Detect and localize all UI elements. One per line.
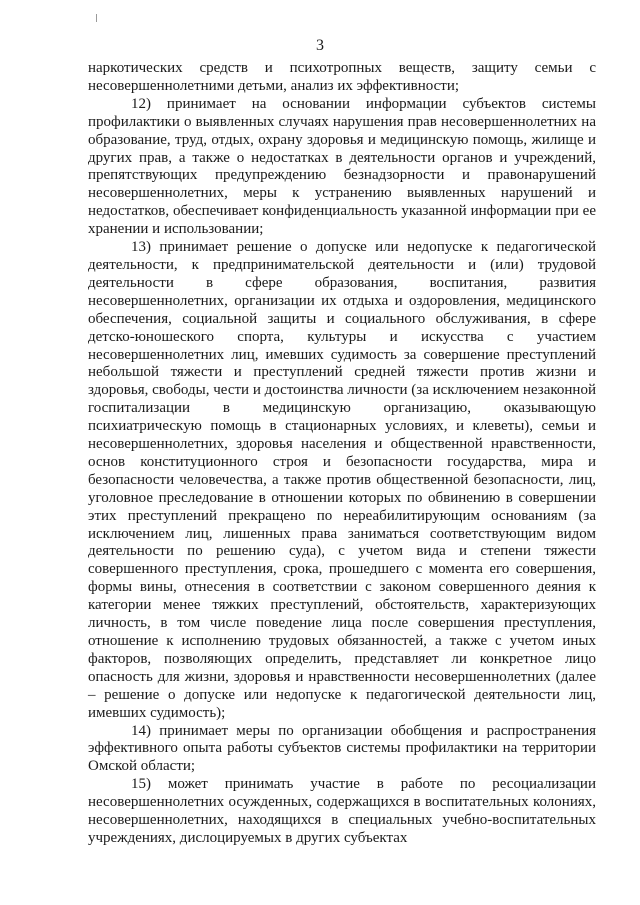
- paragraph-item-14: 14) принимает меры по организации обобщения и распространения эффективного опыта работы субъектов системы профилактики на территории Омской области;: [88, 722, 596, 775]
- paragraph-continuation: наркотических средств и психотропных веществ, защиту семьи с несовершеннолетними детьми, анализ их эффективности;: [88, 60, 596, 94]
- paragraph-item-12: 12) принимает на основании информации субъектов системы профилактики о выявленных случаях нарушения прав несовершеннолетних на образование, труд, отдых, охрану здоровья и медицинскую помощь, жилище и других прав, а также о недостатках в деятельности органов и учреждений, препятствующих предупреждению безнадзорности и правонарушений несовершеннолетних, меры к устранению выявленных нарушений и недостатков, обеспечивает конфиденциальность указанной информации при ее хранении и использовании;: [88, 95, 596, 238]
- scan-mark: [96, 14, 97, 22]
- paragraph-item-15: 15) может принимать участие в работе по ресоциализации несовершеннолетних осужденных, содержащихся в воспитательных колониях, несовершеннолетних, находящихся в специальных учебно-воспитательных учреждениях, дислоцируемых в других субъектах: [88, 776, 596, 846]
- document-body: [88, 60, 596, 848]
- paragraph-item-13: 13) принимает решение о допуске или недопуске к педагогической деятельности, к предпринимательской деятельности и (или) трудовой деятельности в сфере образования, воспитания, развития несовершеннолетних, организации их отдыха и оздоровления, медицинского обеспечения, социальной защиты и социального обслуживания, в сфере детско-юношеского спорта, культуры и искусства с участием несовершеннолетних лиц, имевших судимость за совершение преступлений небольшой тяжести и преступлений средней тяжести против жизни и здоровья, свободы, чести и достоинства личности (за исключением незаконной госпитализации в медицинскую организацию, оказывающую психиатрическую помощь в стационарных условиях, и клеветы), семьи и несовершеннолетних, здоровья населения и общественной нравственности, основ конституционного строя и безопасности государства, мира и безопасности человечества, а также против общественной безопасности, лиц, уголовное преследование в отношении которых по обвинению в совершении этих преступлений прекращено по нереабилитирующим основаниям (за исключением лиц, лишенных права заниматься соответствующим видом деятельности по решению суда), с учетом вида и степени тяжести совершенного преступления, срока, прошедшего с момента его совершения, формы вины, отнесения в соответствии с законом совершенного деяния к категории менее тяжких преступлений, обстоятельств, характеризующих личность, в том числе поведение лица после совершения преступления, отношение к исполнению трудовых обязанностей, а также с учетом иных факторов, позволяющих определить, представляет ли конкретное лицо опасность для жизни, здоровья и нравственности несовершеннолетних (далее – решение о допуске или недопуске к педагогической деятельности лиц, имевших судимость);: [88, 239, 596, 721]
- page-number: 3: [316, 37, 324, 54]
